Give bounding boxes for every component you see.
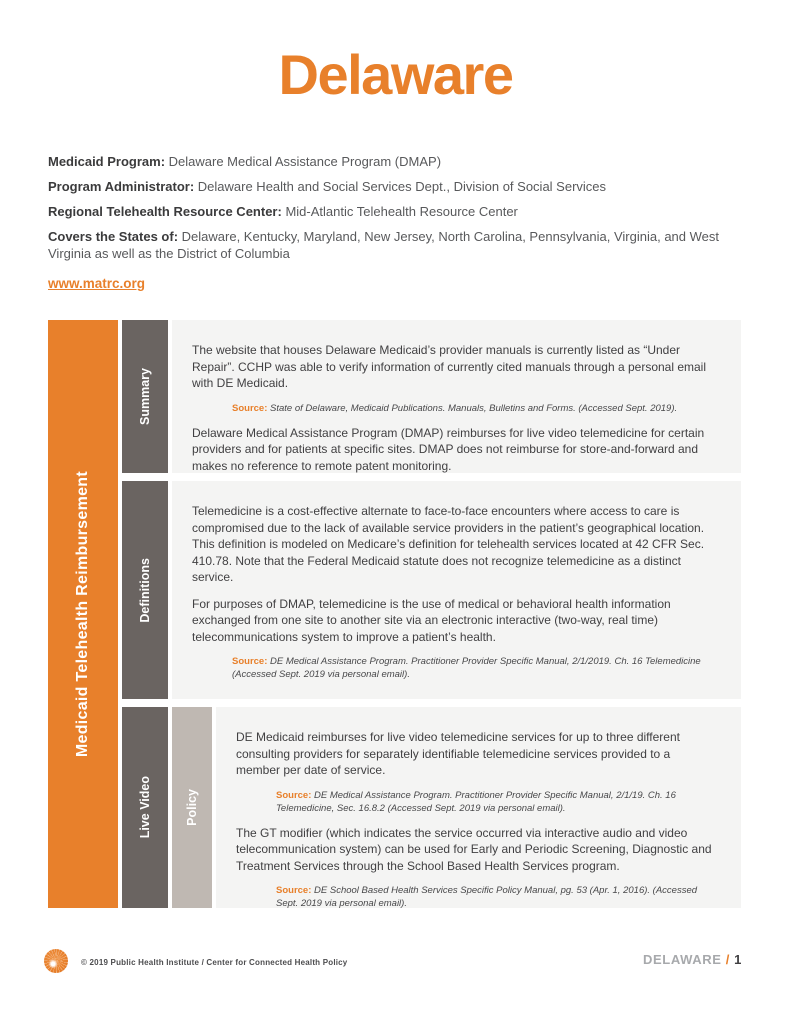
- source-citation: [276, 789, 715, 815]
- cchp-globe-logo-icon: [44, 949, 68, 973]
- row-summary: [122, 320, 741, 473]
- meta-label: Program Administrator:: [48, 179, 195, 194]
- meta-value: Delaware Health and Social Services Dept., Division of Social Services: [197, 179, 607, 194]
- source-text: DE Medical Assistance Program. Practitioner Provider Specific Manual, 2/1/2019. Ch. 16 Telemedicine (Accessed Sept. 2019 via personal email).: [232, 656, 701, 680]
- meta-line-medicaid-program: [48, 153, 748, 170]
- paragraph: The website that houses Delaware Medicaid’s provider manuals is currently listed as “Under Repair”. CCHP was able to verify information of currently cited manuals through a personal email with DE Medicaid.: [192, 343, 707, 390]
- reimbursement-table: [48, 320, 741, 908]
- row-live-video: [122, 707, 741, 908]
- meta-label: Regional Telehealth Resource Center:: [48, 204, 282, 219]
- source-citation: [276, 884, 715, 908]
- row-label-text: Summary: [138, 368, 152, 425]
- meta-value: Delaware Medical Assistance Program (DMAP): [168, 154, 442, 169]
- footer-separator: /: [725, 952, 730, 967]
- category-sidebar: [48, 320, 118, 908]
- meta-line-program-administrator: [48, 178, 748, 195]
- meta-value: Mid-Atlantic Telehealth Resource Center: [285, 204, 518, 219]
- row-label-live-video: [122, 707, 168, 908]
- footer-page-number: 1: [734, 952, 742, 967]
- paragraph: The GT modifier (which indicates the service occurred via interactive audio and video telecommunication system) can be used for Early and Periodic Screening, Diagnostic and Treatment Services through the School Based Health Services program.: [236, 825, 712, 873]
- category-sidebar-label: Medicaid Telehealth Reimbursement: [74, 470, 91, 758]
- source-text: State of Delaware, Medicaid Publications. Manuals, Bulletins and Forms. (Accessed Sept. 2019).: [270, 402, 678, 414]
- live-video-content: [216, 707, 741, 908]
- paragraph: For purposes of DMAP, telemedicine is the use of medical or behavioral health information exchanged from one site to another site via an electronic interactive (two-way, real time) telecommunications system to improve a patient’s health.: [192, 596, 671, 644]
- meta-label: Covers the States of:: [48, 229, 179, 244]
- matrc-link[interactable]: www.matrc.org: [48, 276, 146, 291]
- summary-content: [172, 320, 741, 473]
- footer-state-label: DELAWARE: [643, 952, 722, 967]
- meta-value: Delaware, Kentucky, Maryland, New Jersey, North Carolina, Pennsylvania, Virginia, and West Virginia as well as the District of Columbia: [48, 229, 720, 261]
- footer-copyright: © 2019 Public Health Institute / Center for Connected Health Policy: [81, 958, 348, 967]
- row-label-text: Live Video: [138, 776, 152, 839]
- row-sublabel-text: Policy: [185, 789, 199, 826]
- definitions-content: [172, 481, 741, 699]
- row-label-definitions: [122, 481, 168, 699]
- row-definitions: [122, 481, 741, 699]
- footer-page-indicator: [643, 952, 742, 967]
- meta-block: [48, 153, 748, 292]
- source-text: DE School Based Health Services Specific Policy Manual, pg. 53 (Apr. 1, 2016). (Accessed Sept. 2019 via personal email).: [276, 885, 698, 908]
- paragraph: Delaware Medical Assistance Program (DMAP) reimburses for live video telemedicine for certain providers and for patients at specific sites. DMAP does not reimburse for store-and-forward and makes no reference to remote patent monitoring.: [192, 425, 705, 473]
- row-label-summary: [122, 320, 168, 473]
- source-label: Source:: [276, 789, 312, 801]
- page-title: Delaware: [278, 43, 513, 106]
- meta-line-covered-states: [48, 228, 748, 262]
- meta-label: Medicaid Program:: [48, 154, 166, 169]
- paragraph: Telemedicine is a cost-effective alternate to face-to-face encounters where access to care is compromised due to the lack of available service providers in the patient’s geographical location. This definition is modeled on Medicare’s definition for telehealth services located at 42 CFR Sec. 410.78. Note that the Federal Medicaid statute does not recognize telemedicine as a distinct service.: [192, 504, 705, 584]
- source-citation: [232, 402, 715, 415]
- source-text: DE Medical Assistance Program. Practitioner Provider Specific Manual, 2/1/19. Ch. 16 Telemedicine, Sec. 16.8.2 (Accessed Sept. 2019 via personal email).: [276, 789, 676, 814]
- paragraph: DE Medicaid reimburses for live video telemedicine services for up to three different consulting providers for separately identifiable telemedicine services provided to a member per date of service.: [236, 730, 680, 777]
- row-sublabel-policy: [172, 707, 212, 908]
- meta-line-regional-trc: [48, 203, 748, 220]
- source-label: Source:: [276, 885, 312, 896]
- source-label: Source:: [232, 656, 268, 667]
- source-label: Source:: [232, 402, 268, 414]
- row-label-text: Definitions: [138, 557, 152, 623]
- source-citation: [232, 655, 715, 681]
